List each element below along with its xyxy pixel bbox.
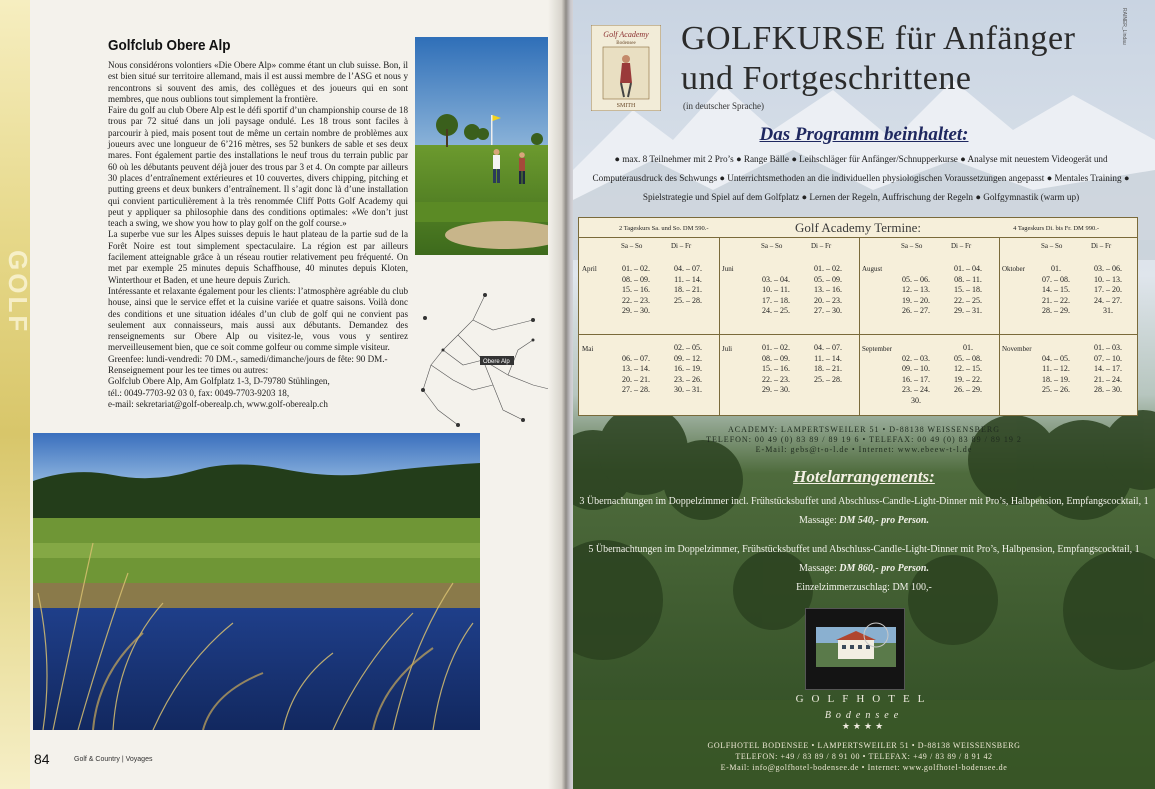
- column-header-sa-so: Sa – So: [1041, 242, 1063, 250]
- date-range: 31.: [1103, 306, 1113, 315]
- row-divider: [579, 334, 1137, 335]
- date-range: 07. – 10.: [1094, 353, 1122, 363]
- academy-contact-line: ACADEMY: LAMPERTSWEILER 51 • D-88138 WEISSENSBERG: [728, 425, 1000, 434]
- date-range: 05. – 09.: [814, 274, 842, 284]
- date-range: 04. – 07.: [814, 343, 842, 352]
- date-range: 26. – 29.: [954, 385, 982, 394]
- hotel-name: GOLFHOTEL: [795, 693, 933, 705]
- date-range: 30. – 31.: [674, 385, 702, 394]
- dates-di-fr: [807, 264, 849, 317]
- date-range: 18. – 19.: [1042, 374, 1070, 384]
- article-body: [108, 60, 408, 410]
- date-range: 03. – 06.: [1094, 264, 1122, 273]
- dates-di-fr: [1087, 343, 1129, 396]
- dates-sa-so: [895, 343, 937, 406]
- date-range: 15. – 16.: [622, 285, 650, 294]
- date-range: 08. – 11.: [954, 274, 982, 284]
- date-range: 23. – 26.: [674, 374, 702, 384]
- bullet-icon: ●: [1121, 173, 1130, 183]
- date-range: 10. – 13.: [1094, 274, 1122, 284]
- article-paragraph: Renseignement pour les tee times ou autres:: [108, 365, 269, 376]
- column-divider: [999, 238, 1000, 415]
- dates-sa-so: [615, 343, 657, 396]
- schedule-table: [578, 217, 1138, 416]
- date-range: 11. – 14.: [674, 274, 702, 284]
- schedule-title: Golf Academy Termine:: [795, 220, 921, 235]
- date-range: 09. – 10.: [902, 364, 930, 373]
- date-range: 03. – 04.: [762, 274, 790, 284]
- date-range: 08. – 09.: [622, 274, 650, 284]
- left-page: [0, 0, 566, 789]
- date-range: 28. – 30.: [1094, 385, 1122, 394]
- bullet-icon: ●: [973, 192, 984, 202]
- article-paragraph: Golfclub Obere Alp, Am Golfplatz 1-3, D-79780 Stühlingen,: [108, 376, 330, 387]
- bullet-icon: ●: [957, 154, 968, 164]
- column-header-di-fr: Di – Fr: [811, 242, 832, 250]
- academy-contact: [573, 425, 1155, 455]
- location-map: [413, 290, 558, 430]
- hotel-price-2: DM 860,- pro Person.: [839, 563, 929, 574]
- date-range: 05. – 06.: [902, 274, 930, 284]
- program-item: max. 8 Teilnehmer mit 2 Pro’s: [622, 154, 734, 164]
- svg-text:Golf Academy: Golf Academy: [603, 30, 649, 39]
- date-range: 02. – 05.: [674, 343, 702, 352]
- date-range: 29. – 30.: [622, 306, 650, 315]
- program-item: Spielstrategie und Spiel auf dem Golfplatz: [642, 192, 800, 202]
- date-range: 12. – 13.: [902, 285, 930, 294]
- program-item: Mentales Training: [1054, 173, 1122, 183]
- schedule-header: [579, 218, 1137, 238]
- date-range: 01. – 02.: [814, 264, 842, 273]
- article-paragraph: Faire du golf au club Obere Alp est le défi sportif d’un championship course de 18 trous par 72 situé dans un joli paysage ondulé. Les 18 trous sont faciles à parcourir à pied, mais posent tout de même un certain nombre de problèmes aux joueurs avec une longueur de 6’216 mètres, ses 52 bunkers de sable et ses deux mares. Font également partie des installations le neuf trous du terrain public par 60 où les débutants peuvent déjà jouer des trous par 3 et 4. On compte par ailleurs 30 places d’entraînement extérieures et 10 couvertes, divers chipping, pitching et putting greens et deux bunkers d’entraînement. Il s’agit donc là d’une installation qui convient particulièrement à la très renommée Cliff Potts Golf Academy qui peut y appliquer sa philosophie dans des conditions optimales: «We don’t just teach a swing, we show you how to play golf on the golf course.»: [108, 105, 408, 229]
- hotel-contact-line: TELEFON: +49 / 83 89 / 8 91 00 • TELEFAX: +49 / 83 89 / 8 91 42: [735, 752, 993, 761]
- program-item: Range Bälle: [743, 154, 790, 164]
- program-item: Unterrichtsmethoden an die individuellen physiologischen Voraussetzungen angepasst: [727, 173, 1045, 183]
- date-range: 01. – 02.: [762, 343, 790, 352]
- map-label: Obere Alp: [483, 359, 510, 365]
- date-range: 24. – 25.: [762, 306, 790, 315]
- hotel-contact-line: GOLFHOTEL BODENSEE • LAMPERTSWEILER 51 • D-88138 WEISSENSBERG: [707, 741, 1021, 750]
- date-range: [615, 343, 657, 354]
- hotel-heading: Hotelarrangements:: [793, 467, 935, 486]
- article-paragraph: Greenfee: lundi-vendredi: 70 DM.-, samedi/dimanche/jours de fête: 90 DM.-: [108, 353, 388, 364]
- date-range: 29. – 31.: [954, 306, 982, 315]
- date-range: 17. – 20.: [1094, 285, 1122, 294]
- golf-academy-logo: [591, 25, 661, 111]
- date-range: 02. – 03.: [902, 353, 930, 363]
- date-range: 01. – 04.: [954, 264, 982, 273]
- program-item: Golfgymnastik (warm up): [983, 192, 1080, 202]
- dates-sa-so: [615, 264, 657, 317]
- column-divider: [859, 238, 860, 415]
- article-paragraph: Nous considérons volontiers «Die Obere Alp» comme étant un club suisse. Bon, il est bien situé sur territoire allemand, mais il est aussi membre de l’ASG et nous y rencontrons si souvent des amis, des collègues et des joueurs qui en sont membres, que nous oublions tout simplement la frontière.: [108, 60, 408, 104]
- date-range: 27. – 28.: [622, 385, 650, 394]
- dates-di-fr: [807, 343, 849, 396]
- column-header-di-fr: Di – Fr: [951, 242, 972, 250]
- date-range: 05. – 08.: [954, 353, 982, 363]
- ad-subtitle: (in deutscher Sprache): [683, 101, 764, 111]
- right-page: [573, 0, 1155, 789]
- single-room-surcharge: Einzelzimmerzuschlag: DM 100,-: [796, 582, 932, 593]
- month-name: Juli: [722, 345, 733, 353]
- dates-di-fr: [947, 343, 989, 396]
- golfhotel-logo: [805, 608, 905, 690]
- hotel-offer-1: 3 Übernachtungen im Doppelzimmer incl. Frühstücksbuffet und Abschluss-Candle-Light-Dinner mit Pro’s, Halbpension, Empfangscocktail, 1 Massage:: [579, 496, 1149, 526]
- golfers-photo: [415, 37, 555, 255]
- date-range: [807, 385, 849, 396]
- date-range: 19. – 20.: [902, 295, 930, 305]
- date-range: 11. – 14.: [814, 353, 842, 363]
- bullet-icon: ●: [614, 154, 623, 164]
- ad-title-line1: GOLFKURSE für Anfänger: [681, 20, 1076, 57]
- decorative-strip: GOLF: [0, 0, 30, 789]
- date-range: 22. – 25.: [954, 295, 982, 305]
- bullet-icon: ●: [733, 154, 744, 164]
- program-heading: Das Programm beinhaltet:: [759, 124, 969, 145]
- date-range: 27. – 30.: [814, 306, 842, 315]
- bullet-icon: ●: [717, 173, 728, 183]
- hotel-stars: ★★★★: [841, 722, 887, 732]
- academy-contact-line: TELEFON: 00 49 (0) 83 89 / 89 19 6 • TELEFAX: 00 49 (0) 83 89 / 89 19 2: [706, 435, 1022, 444]
- program-list: [579, 150, 1143, 207]
- program-item: Leihschläger für Anfänger/Schnupperkurse: [799, 154, 958, 164]
- date-range: 10. – 11.: [762, 285, 790, 294]
- date-range: [755, 264, 797, 275]
- article-title: Golfclub Obere Alp: [108, 37, 231, 54]
- date-range: 18. – 21.: [814, 364, 842, 373]
- month-name: November: [1002, 345, 1032, 353]
- date-range: 06. – 07.: [622, 353, 650, 363]
- dates-sa-so: [895, 264, 937, 317]
- date-range: 20. – 21.: [622, 374, 650, 384]
- date-range: 04. – 05.: [1042, 353, 1070, 363]
- date-range: 23. – 24.: [902, 385, 930, 394]
- dates-di-fr: [667, 264, 709, 317]
- date-range: 26. – 27.: [902, 306, 930, 315]
- bullet-icon: ●: [789, 154, 800, 164]
- date-range: [667, 306, 709, 317]
- dates-sa-so: [755, 343, 797, 396]
- ad-title-line2: und Fortgeschrittene: [681, 60, 972, 97]
- two-day-course-label: 2 Tageskurs Sa. und So. DM 590.-: [619, 225, 709, 232]
- hotel-offer-2: 5 Übernachtungen im Doppelzimmer, Frühstücksbuffet und Abschluss-Candle-Light-Dinner mit Pro’s, Halbpension, Empfangscocktail, 1 Massage:: [588, 544, 1140, 574]
- month-name: Mai: [582, 345, 594, 353]
- date-range: 01.: [1051, 264, 1061, 273]
- date-range: 20. – 23.: [814, 295, 842, 305]
- date-range: 14. – 15.: [1042, 285, 1070, 294]
- hotel-price-1: DM 540,- pro Person.: [839, 515, 929, 526]
- column-divider: [719, 238, 720, 415]
- four-day-course-label: 4 Tageskurs Di. bis Fr. DM 990.-: [1013, 225, 1099, 232]
- date-range: 08. – 09.: [762, 353, 790, 363]
- date-range: 24. – 27.: [1094, 295, 1122, 305]
- month-name: August: [862, 265, 883, 273]
- date-range: 19. – 22.: [954, 374, 982, 384]
- date-range: 15. – 16.: [762, 364, 790, 373]
- running-footer: Golf & Country | Voyages: [74, 756, 153, 763]
- month-name: September: [862, 345, 892, 353]
- hotel-offers: [579, 492, 1149, 597]
- dates-sa-so: [755, 264, 797, 317]
- column-header-sa-so: Sa – So: [621, 242, 643, 250]
- date-range: [895, 264, 937, 275]
- date-range: 28. – 29.: [1042, 306, 1070, 315]
- date-range: 04. – 07.: [674, 264, 702, 273]
- column-header-di-fr: Di – Fr: [671, 242, 692, 250]
- page-number: 84: [34, 751, 50, 767]
- date-range: 16. – 17.: [902, 374, 930, 384]
- date-range: 07. – 08.: [1042, 274, 1070, 284]
- month-name: April: [582, 265, 597, 273]
- photo-credit: RAINER_Lindau: [1121, 8, 1127, 45]
- date-range: 13. – 14.: [622, 364, 650, 373]
- date-range: 22. – 23.: [622, 295, 650, 305]
- column-header-sa-so: Sa – So: [901, 242, 923, 250]
- article-paragraph: Intéressante et relaxante également pour les clients: l’atmosphère agréable du club house, ainsi que le service effet et la cuisine variée et quatre saisons. Voilà donc des conditions et une situation idéales d’un club de golf qui ne convient pas seulement aux connaisseurs, mais aussi aux débutants. Demandez des renseignements sur Obere Alp ou visitez-le, vous vous y sentirez merveilleusement bien, que ce soit comme golfeur ou comme simple visiteur.: [108, 285, 408, 353]
- date-range: 22. – 23.: [762, 374, 790, 384]
- date-range: 17. – 18.: [762, 295, 790, 305]
- date-range: 18. – 21.: [674, 285, 702, 294]
- date-range: 14. – 17.: [1094, 364, 1122, 373]
- hotel-contact: [573, 740, 1155, 773]
- dates-di-fr: [1087, 264, 1129, 317]
- date-range: 21. – 22.: [1042, 295, 1070, 305]
- date-range: 21. – 24.: [1094, 374, 1122, 384]
- date-range: 16. – 19.: [674, 364, 702, 373]
- svg-text:Bodensee: Bodensee: [616, 41, 636, 46]
- date-range: 12. – 15.: [954, 364, 982, 373]
- program-item: Lernen der Regeln, Auffrischung der Regeln: [809, 192, 974, 202]
- date-range: 01. – 03.: [1094, 343, 1122, 352]
- program-item: Analyse mit neuestem Videogerät und Computerausdruck des Schwungs: [592, 154, 1108, 183]
- date-range: 25. – 26.: [1042, 385, 1070, 394]
- month-name: Juni: [722, 265, 734, 273]
- column-header-sa-so: Sa – So: [761, 242, 783, 250]
- date-range: 11. – 12.: [1042, 364, 1070, 373]
- dates-sa-so: [1035, 343, 1077, 396]
- article-paragraph: La superbe vue sur les Alpes suisses depuis le haut plateau de la partie sud de la Forêt Noire est tout simplement spectaculaire. La région est par ailleurs facilement atteignable grâce à un réseau routier relativement peu fréquenté. On met par exemple 25 minutes depuis Schaffhouse, 40 minutes depuis Kloten, Winterthour et Baden, et une heure depuis Zurich.: [108, 229, 408, 285]
- dates-di-fr: [947, 264, 989, 317]
- academy-contact-line: E-Mail: gebs@t-o-l.de • Internet: www.ebeew-t-l.de: [755, 445, 973, 454]
- date-range: 13. – 16.: [814, 285, 842, 294]
- date-range: 01.: [963, 343, 973, 352]
- dates-di-fr: [667, 343, 709, 396]
- lake-course-photo: [33, 433, 480, 730]
- date-range: 29. – 30.: [762, 385, 790, 394]
- date-range: 09. – 12.: [674, 353, 702, 363]
- date-range: [895, 343, 937, 354]
- bullet-icon: ●: [1044, 173, 1055, 183]
- date-range: [1035, 343, 1077, 354]
- article-paragraph: e-mail: sekretariat@golf-oberealp.ch, www.golf-oberealp.ch: [108, 398, 328, 409]
- dates-sa-so: [1035, 264, 1077, 317]
- column-header-di-fr: Di – Fr: [1091, 242, 1112, 250]
- hotel-place: Bodensee: [824, 710, 904, 721]
- date-range: 30.: [911, 395, 921, 405]
- month-name: Oktober: [1002, 265, 1025, 273]
- svg-text:SMITH: SMITH: [616, 103, 636, 109]
- date-range: 25. – 28.: [674, 295, 702, 305]
- date-range: 25. – 28.: [814, 374, 842, 384]
- hotel-contact-line: E-Mail: info@golfhotel-bodensee.de • Internet: www.golfhotel-bodensee.de: [720, 763, 1008, 772]
- article-paragraph: tél.: 0049-7703-92 03 0, fax: 0049-7703-9203 18,: [108, 387, 290, 398]
- date-range: 15. – 18.: [954, 285, 982, 294]
- date-range: 01. – 02.: [622, 264, 650, 273]
- bullet-icon: ●: [799, 192, 810, 202]
